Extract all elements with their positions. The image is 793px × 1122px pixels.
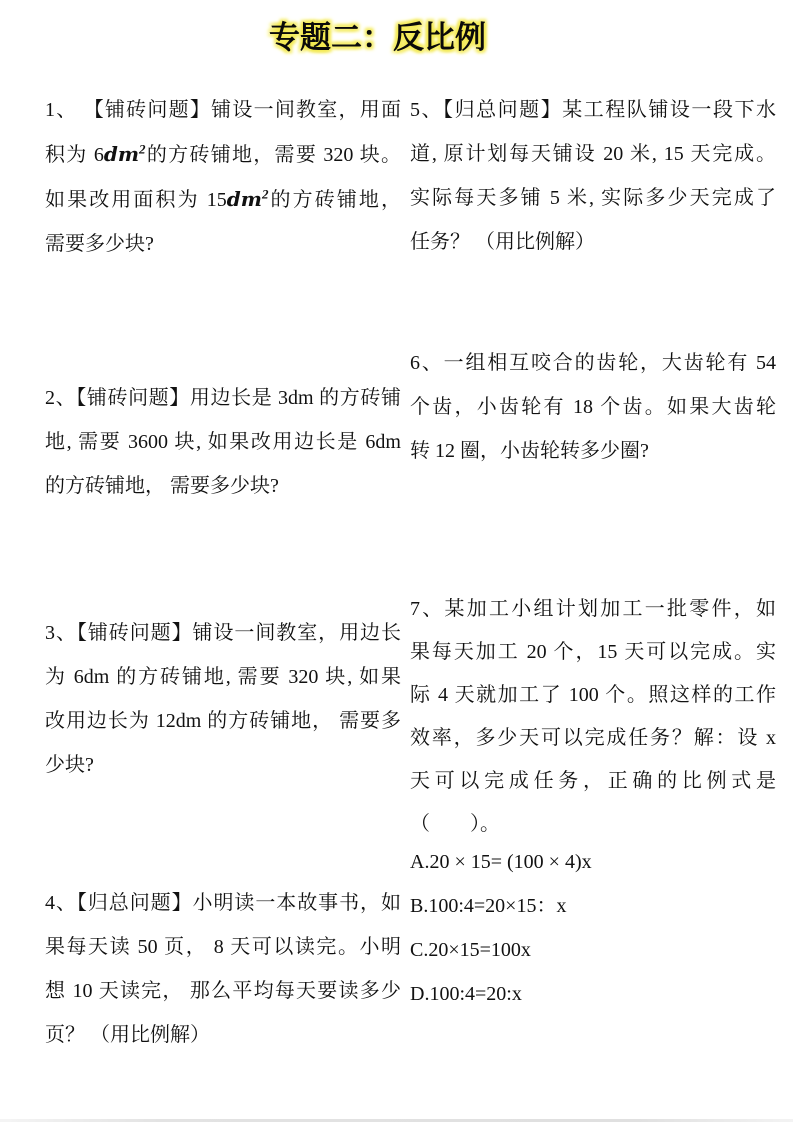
problem-text-segment: 积为 6 [45, 144, 104, 166]
problem-line: 3、【铺砖问题】铺设一间教室，用边长 [45, 622, 401, 644]
problem-line: 少块? [45, 754, 94, 776]
problem-line: 需要多少块? [45, 233, 154, 255]
problem-3 [45, 611, 401, 787]
problem-4 [45, 881, 401, 1057]
problem-line [45, 177, 401, 222]
problem-line: 改用边长为 12dm 的方砖铺地， 需要多 [45, 710, 401, 732]
option-a: A.20 × 15= (100 × 4)x [410, 851, 592, 873]
problem-line: 个齿，小齿轮有 18 个齿。如果大齿轮 [410, 396, 776, 418]
problem-line: 果每天读 50 页， 8 天可以读完。小明 [45, 936, 401, 958]
problem-line: 1、 【铺砖问题】铺设一间教室，用面 [45, 99, 401, 121]
problem-line: 果每天加工 20 个，15 天可以完成。实 [410, 641, 776, 663]
problem-line: 地, 需要 3600 块, 如果改用边长是 6dm [45, 431, 401, 453]
problem-line: 7、某加工小组计划加工一批零件，如 [410, 598, 776, 620]
problem-line: 2、【铺砖问题】用边长是 3dm 的方砖铺 [45, 387, 401, 409]
problem-line: 4、【归总问题】小明读一本故事书，如 [45, 892, 401, 914]
problem-line: 效率，多少天可以完成任务？解：设 x [410, 727, 776, 749]
problem-line: 转 12 圈，小齿轮转多少圈? [410, 440, 649, 462]
problem-line: 6、一组相互咬合的齿轮，大齿轮有 54 [410, 352, 776, 374]
problem-5 [410, 88, 776, 264]
option-c: C.20×15=100x [410, 939, 531, 961]
problem-line [45, 132, 401, 177]
problem-text-segment: 如果改用面积为 15 [45, 189, 227, 211]
math-exponent: 2 [139, 141, 146, 157]
problem-6 [410, 341, 776, 473]
option-b: B.100:4=20×15：x [410, 895, 567, 917]
problem-line: 的方砖铺地， 需要多少块? [45, 475, 279, 497]
math-unit: dm [103, 142, 140, 166]
problem-line: （ ）。 [410, 813, 500, 835]
problem-line: 际 4 天就加工了 100 个。照这样的工作 [410, 684, 776, 706]
problem-line: 为 6dm 的方砖铺地, 需要 320 块, 如果 [45, 666, 401, 688]
problem-line: 实际每天多铺 5 米, 实际多少天完成了 [410, 187, 776, 209]
problem-2 [45, 376, 401, 508]
option-d: D.100:4=20:x [410, 983, 522, 1005]
problem-line: 5、【归总问题】某工程队铺设一段下水 [410, 99, 776, 121]
math-exponent: 2 [261, 186, 269, 202]
problem-7 [410, 588, 776, 846]
problem-text-segment: 的方砖铺地，需要 320 块。 [145, 144, 402, 166]
problem-line: 道, 原计划每天铺设 20 米, 15 天完成。 [410, 143, 776, 165]
problem-7-options [410, 840, 776, 1016]
math-unit: dm [226, 187, 262, 211]
problem-line: 任务？ （用比例解） [410, 231, 595, 253]
problem-line: 天可以完成任务，正确的比例式是 [410, 770, 776, 792]
problem-line: 想 10 天读完， 那么平均每天要读多少 [45, 980, 401, 1002]
problem-1 [45, 88, 401, 266]
page-title: 专题二：反比例 [269, 20, 486, 55]
problem-text-segment: 的方砖铺地， [268, 189, 402, 211]
problem-line: 页？ （用比例解） [45, 1024, 210, 1046]
